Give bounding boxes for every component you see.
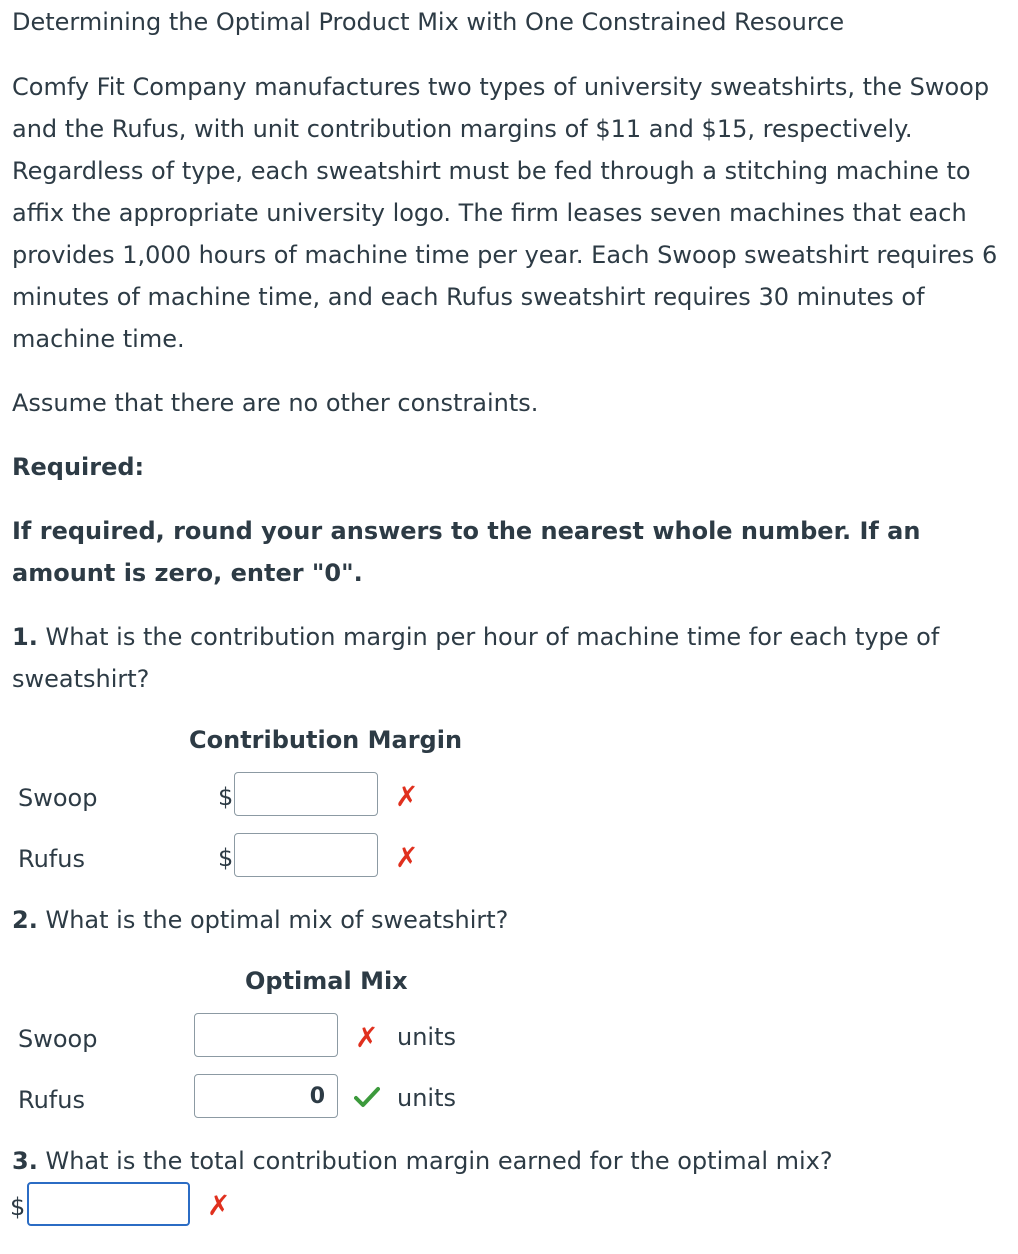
question-3	[12, 1140, 1008, 1182]
q1-swoop-dollar-sign: $	[218, 783, 234, 811]
q1-swoop-cm-input[interactable]	[234, 772, 378, 816]
problem-description: Comfy Fit Company manufactures two types of university sweatshirts, the Swoop and the Rufus, with unit contribution margins of $11 and $15, respectively. Regardless of type, each sweatshirt must be fed through a stitching machine to affix the appropriate university logo. The firm leases seven machines that each provides 1,000 hours of machine time per year. Each Swoop sweatshirt requires 6 minutes of machine time, and each Rufus sweatshirt requires 30 minutes of machine time.	[12, 73, 998, 353]
question-3-number: 3.	[12, 1147, 38, 1175]
assumption-text: Assume that there are no other constraints.	[12, 389, 539, 417]
optimal-mix-header: Optimal Mix	[245, 967, 408, 995]
q2-rufus-correct-icon	[354, 1086, 380, 1108]
question-3-text: What is the total contribution margin earned for the optimal mix?	[45, 1147, 833, 1175]
q1-swoop-incorrect-icon: ✗	[395, 780, 419, 813]
q1-rufus-label: Rufus	[18, 845, 85, 873]
q2-swoop-units-input[interactable]	[194, 1013, 338, 1057]
q1-rufus-dollar-sign: $	[218, 844, 234, 872]
question-1	[12, 616, 972, 700]
question-2	[12, 899, 1008, 941]
q3-total-cm-input[interactable]	[27, 1182, 190, 1226]
q2-swoop-units-label: units	[397, 1023, 457, 1051]
q3-dollar-sign: $	[10, 1193, 26, 1221]
rounding-instructions: If required, round your answers to the nearest whole number. If an amount is zero, enter "0".	[12, 517, 921, 587]
q2-rufus-units-label: units	[397, 1084, 457, 1112]
q2-rufus-label: Rufus	[18, 1086, 85, 1114]
q1-rufus-incorrect-icon: ✗	[395, 841, 419, 874]
q2-swoop-label: Swoop	[18, 1025, 98, 1053]
question-2-number: 2.	[12, 906, 38, 934]
page-title: Determining the Optimal Product Mix with One Constrained Resource	[12, 8, 845, 36]
q2-swoop-incorrect-icon: ✗	[355, 1021, 379, 1054]
question-2-text: What is the optimal mix of sweatshirt?	[45, 906, 509, 934]
q3-incorrect-icon: ✗	[207, 1189, 231, 1222]
required-label: Required:	[12, 453, 145, 481]
q2-rufus-units-input[interactable]	[194, 1074, 338, 1118]
contribution-margin-header: Contribution Margin	[189, 726, 463, 754]
q1-swoop-label: Swoop	[18, 784, 98, 812]
question-1-number: 1.	[12, 623, 38, 651]
question-1-text: What is the contribution margin per hour of machine time for each type of sweatshirt?	[12, 623, 940, 693]
q1-rufus-cm-input[interactable]	[234, 833, 378, 877]
